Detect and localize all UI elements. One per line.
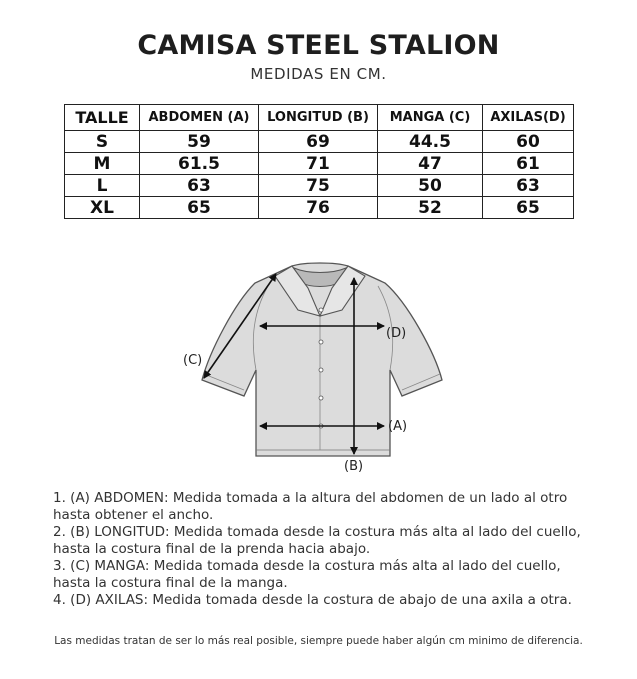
table-cell: 76 [259,197,378,219]
table-cell-size: XL [65,197,140,219]
table-cell: 65 [483,197,574,219]
table-cell-size: L [65,175,140,197]
table-cell: 60 [483,131,574,153]
table-cell: 69 [259,131,378,153]
shirt-diagram [180,258,460,478]
table-cell: 44.5 [378,131,483,153]
table-cell: 47 [378,153,483,175]
label-c: (C) [183,353,203,368]
column-header-manga: MANGA (C) [378,105,483,131]
column-header-longitud: LONGITUD (B) [259,105,378,131]
table-header-row [65,105,574,131]
note-manga: 3. (C) MANGA: Medida tomada desde la costura más alta al lado del cuello, hasta la costura final de la manga. [53,558,561,591]
label-a: (A) [388,419,408,434]
note-longitud: 2. (B) LONGITUD: Medida tomada desde la costura más alta al lado del cuello, hasta la costura final de la prenda hacia abajo. [53,524,581,557]
table-cell: 61 [483,153,574,175]
table-cell: 52 [378,197,483,219]
column-header-abdomen: ABDOMEN (A) [140,105,259,131]
table-cell: 75 [259,175,378,197]
table-row [65,131,574,153]
table-cell: 50 [378,175,483,197]
table-cell: 63 [483,175,574,197]
measurement-notes [53,490,593,609]
table-cell: 61.5 [140,153,259,175]
table-row [65,153,574,175]
table-cell: 59 [140,131,259,153]
table-row [65,197,574,219]
note-abdomen: 1. (A) ABDOMEN: Medida tomada a la altura del abdomen de un lado al otro hasta obtener el ancho. [53,490,568,523]
table-row [65,175,574,197]
disclaimer-footer: Las medidas tratan de ser lo más real posible, siempre puede haber algún cm minimo de diferencia. [54,635,583,647]
label-b: (B) [344,459,364,474]
table-cell: 65 [140,197,259,219]
label-d: (D) [386,326,407,341]
size-table [64,104,574,219]
table-cell: 63 [140,175,259,197]
table-cell: 71 [259,153,378,175]
table-cell-size: S [65,131,140,153]
column-header-axilas: AXILAS(D) [483,105,574,131]
table-cell-size: M [65,153,140,175]
page-title: CAMISA STEEL STALION [137,30,500,61]
page-subtitle: MEDIDAS EN CM. [250,65,387,83]
note-axilas: 4. (D) AXILAS: Medida tomada desde la costura de abajo de una axila a otra. [53,592,572,608]
column-header-talle: TALLE [65,105,140,131]
